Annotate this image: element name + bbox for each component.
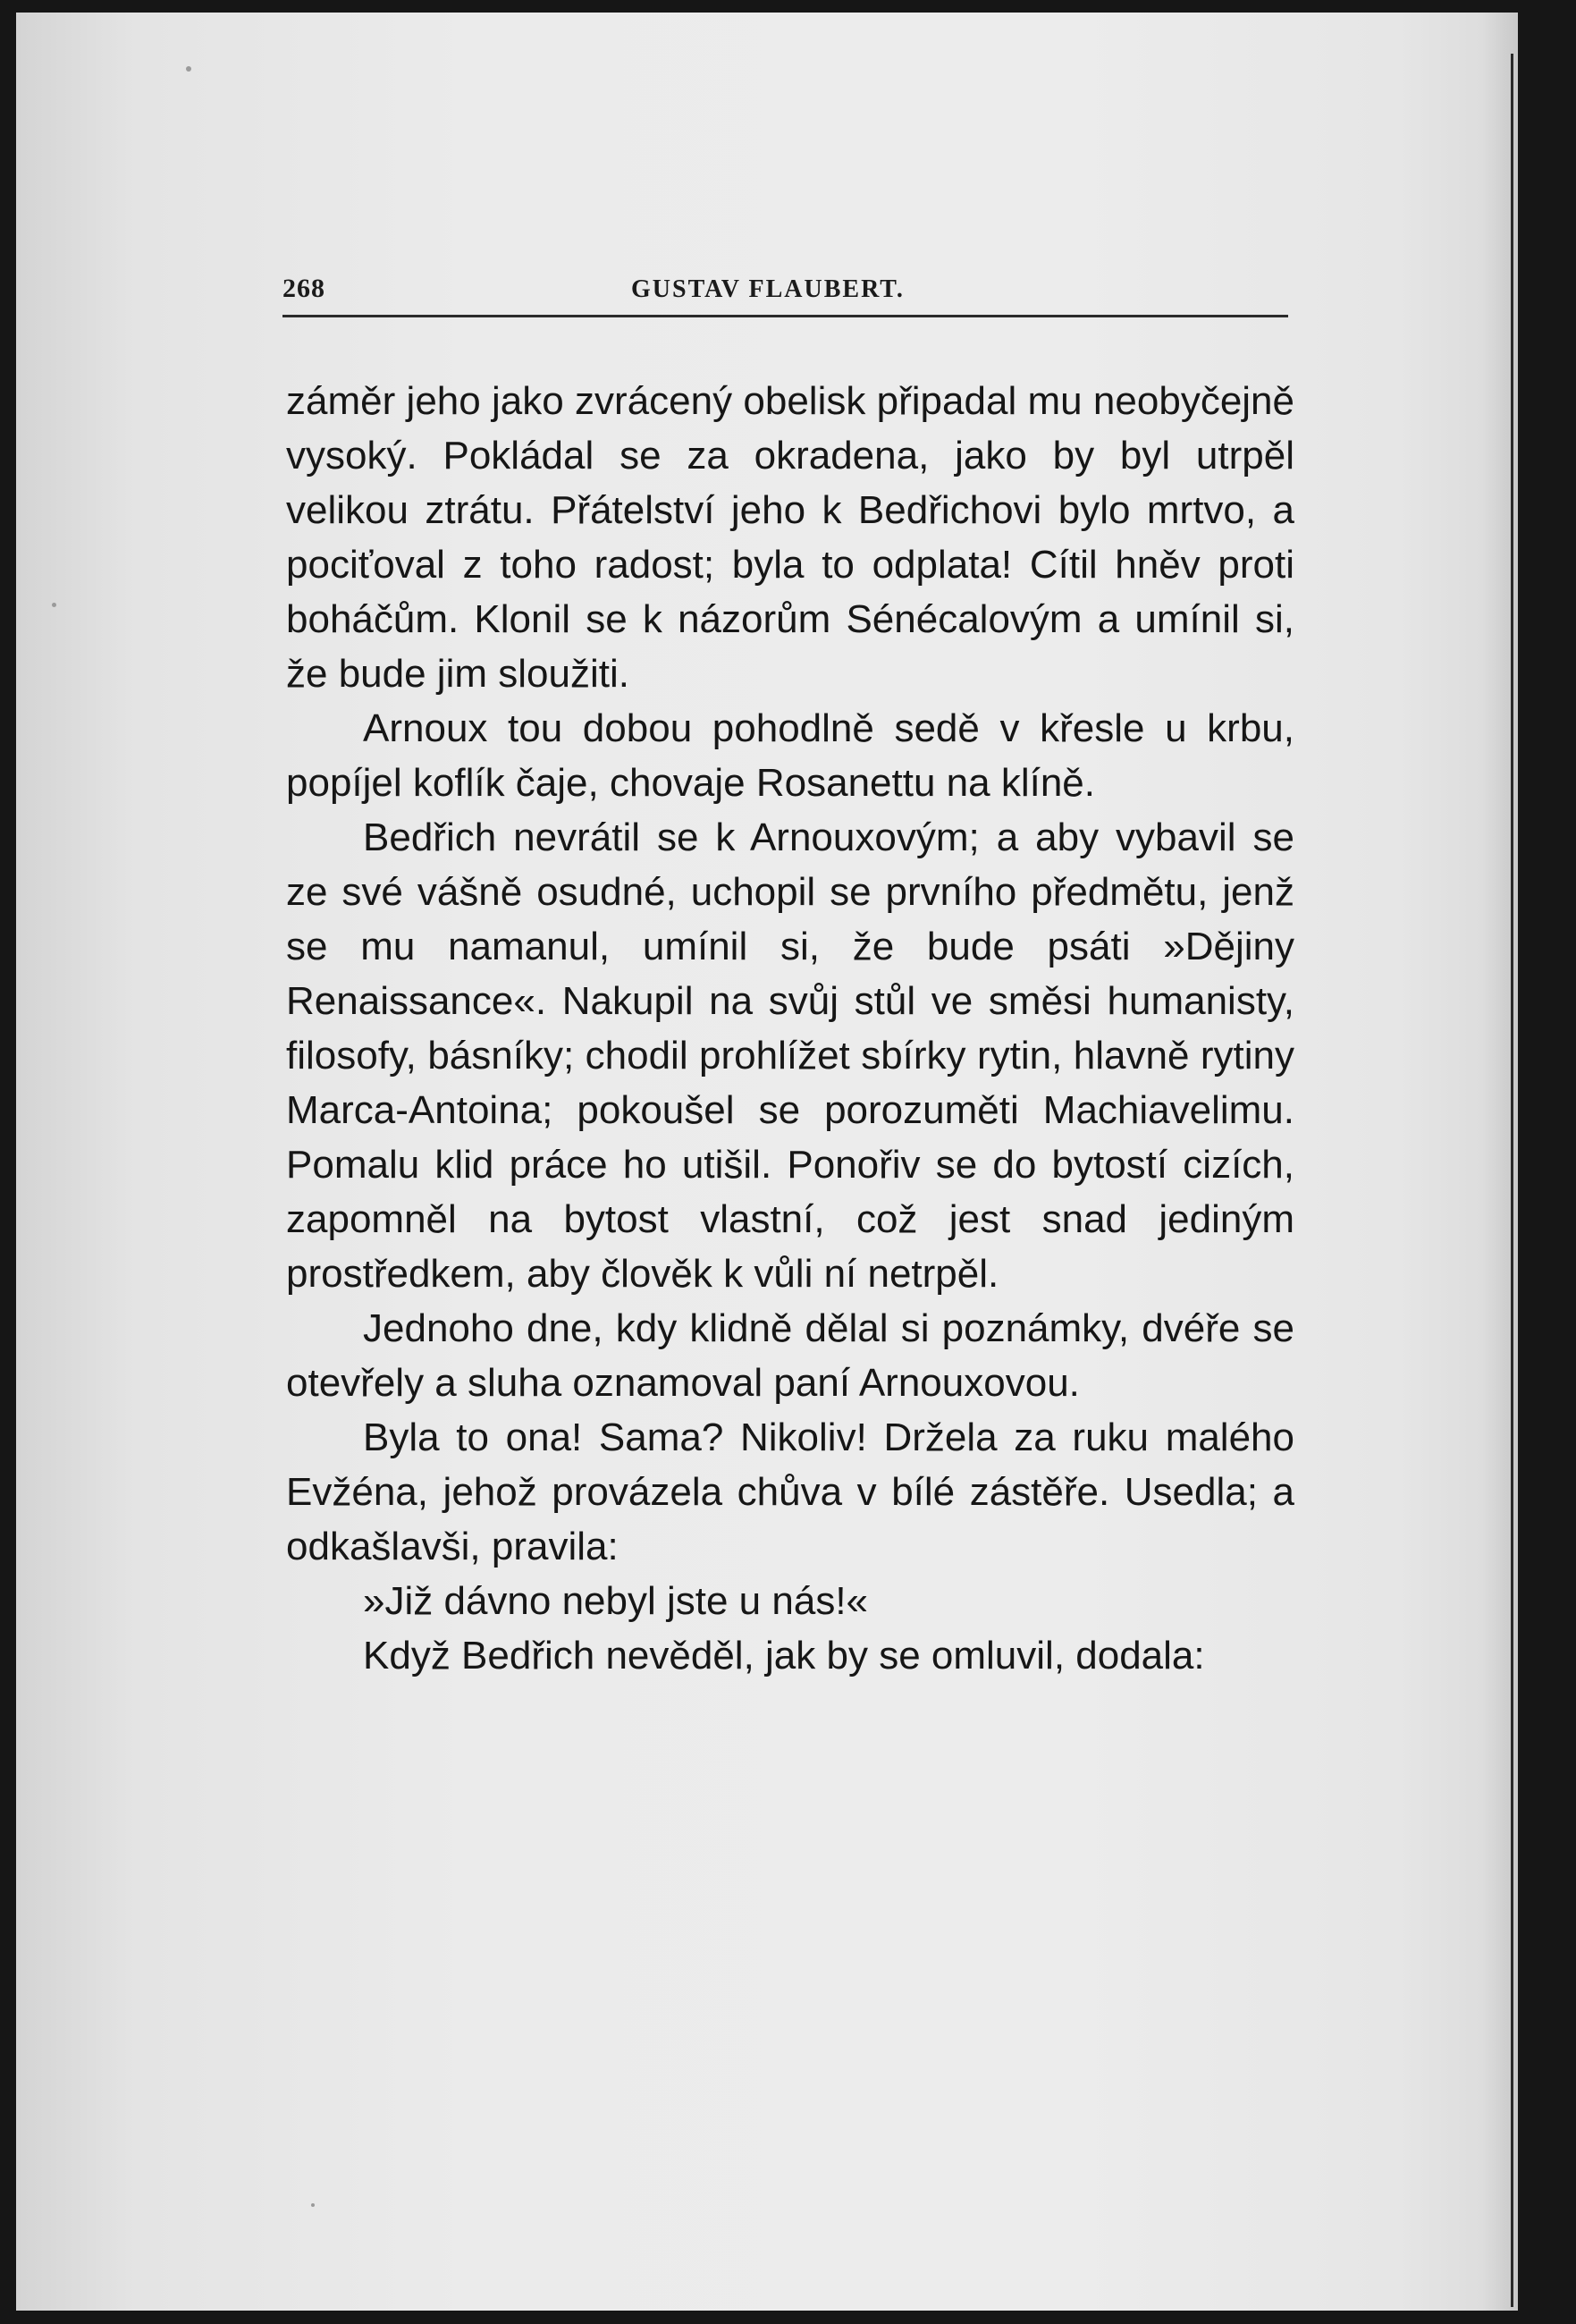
- paragraph: Arnoux tou dobou pohodlně sedě v křesle u krbu, popíjel koflík čaje, chovaje Rosanettu na klíně.: [286, 706, 1294, 805]
- paragraph: Když Bedřich nevěděl, jak by se omluvil, dodala:: [363, 1634, 1205, 1678]
- body-text: [286, 374, 1294, 1683]
- paragraph: Bedřich nevrátil se k Arnouxovým; a aby vybavil se ze své vášně osudné, uchopil se prvního předmětu, jenž se mu namanul, umínil si, že bude psáti »Dějiny Renaissance«. Nakupil na svůj stůl ve směsi humanisty, filosofy, básníky; chodil prohlížet sbírky rytin, hlavně rytiny Marca-Antoina; pokoušel se porozuměti Machiavelimu. Pomalu klid práce ho utišil. Ponořiv se do bytostí cizích, zapomněl na bytost vlastní, což jest snad jediným prostředkem, aby člověk k vůli ní netrpěl.: [286, 816, 1294, 1296]
- page-number: 268: [282, 274, 325, 303]
- paragraph: záměr jeho jako zvrácený obelisk připadal mu neobyčejně vysoký. Pokládal se za okradena, jako by byl utrpěl velikou ztrátu. Přátelství jeho k Bedřichovi bylo mrtvo, a pociťoval z toho radost; byla to odplata! Cítil hněv proti boháčům. Klonil se k názorům Sénécalovým a umínil si, že bude jim sloužiti.: [286, 379, 1294, 696]
- paper-speck: [311, 2203, 315, 2207]
- paper-speck: [186, 66, 191, 72]
- paragraph: Jednoho dne, kdy klidně dělal si poznámky, dvéře se otevřely a sluha oznamoval paní Arnouxovou.: [286, 1306, 1294, 1405]
- header-rule: [282, 315, 1288, 317]
- paragraph: Byla to ona! Sama? Nikoliv! Držela za ruku malého Evžéna, jehož provázela chůva v bílé zástěře. Usedla; a odkašlavši, pravila:: [286, 1416, 1294, 1568]
- running-title: GUSTAV FLAUBERT.: [631, 275, 905, 303]
- running-head: [282, 274, 1288, 317]
- paper-speck: [52, 603, 56, 607]
- quoted-line: »Již dávno nebyl jste u nás!«: [363, 1579, 869, 1623]
- page-edge: [1511, 54, 1513, 2307]
